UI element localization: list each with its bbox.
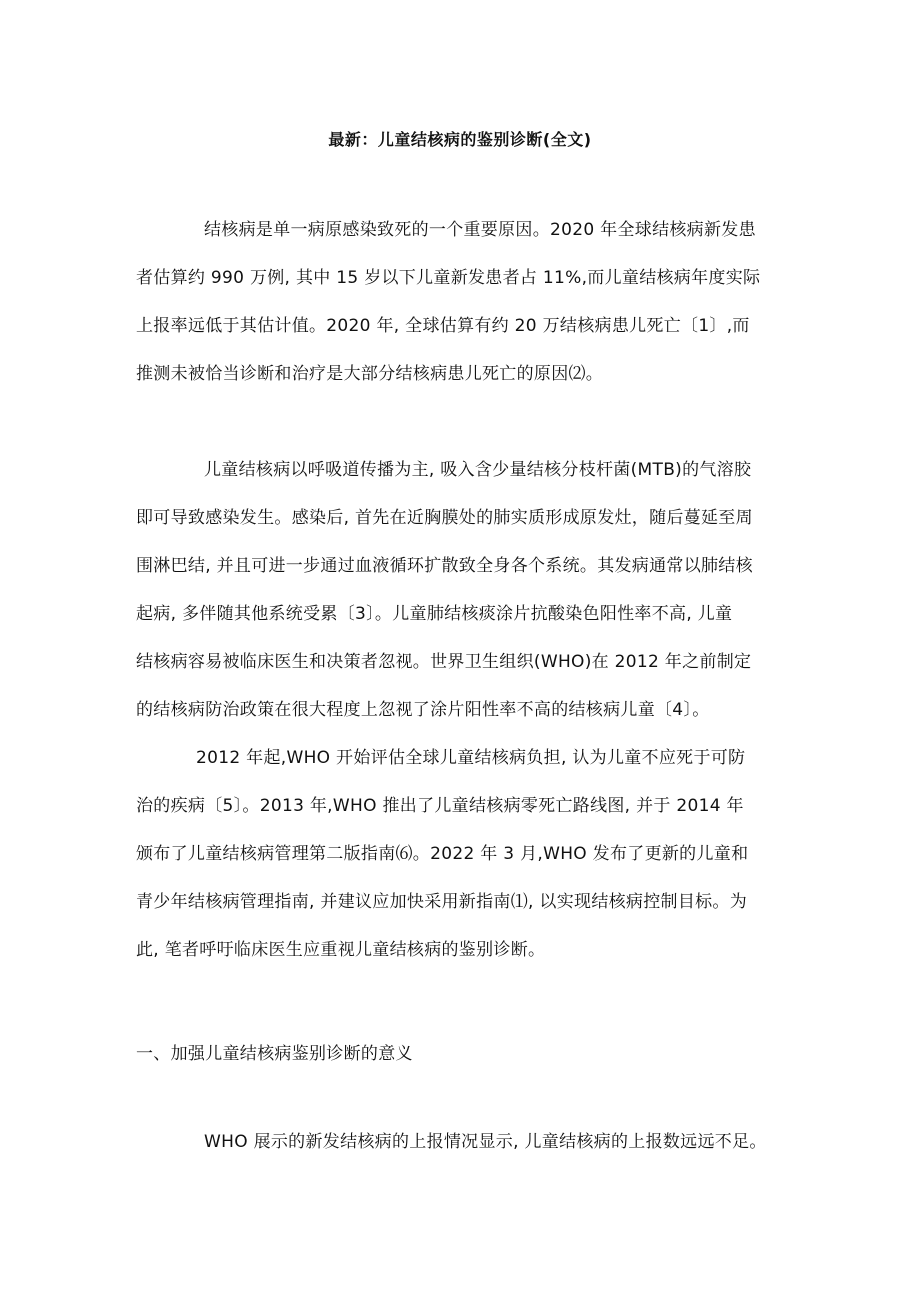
paragraph-4-line-1: WHO 展示的新发结核病的上报情况显示, 儿童结核病的上报数远远不足。 bbox=[204, 1132, 767, 1152]
paragraph-2-line-1: 儿童结核病以呼吸道传播为主, 吸入含少量结核分枝杆菌(MTB)的气溶胶 bbox=[204, 460, 752, 480]
paragraph-3-line-1: 2012 年起,WHO 开始评估全球儿童结核病负担, 认为儿童不应死于可防 bbox=[196, 748, 746, 768]
paragraph-2-line-6: 的结核病防治政策在很大程度上忽视了涂片阳性率不高的结核病儿童〔4〕。 bbox=[136, 700, 710, 720]
paragraph-2-line-4: 起病, 多伴随其他系统受累〔3〕。儿童肺结核痰涂片抗酸染色阳性率不高, 儿童 bbox=[136, 604, 733, 624]
paragraph-2-line-2: 即可导致感染发生。感染后, 首先在近胸膜处的肺实质形成原发灶，随后蔓延至周 bbox=[136, 508, 753, 528]
paragraph-2-line-5: 结核病容易被临床医生和决策者忽视。世界卫生组织(WHO)在 2012 年之前制定 bbox=[136, 652, 752, 672]
document-title: 最新：儿童结核病的鉴别诊断(全文) bbox=[328, 130, 592, 149]
paragraph-2-line-3: 围淋巴结, 并且可进一步通过血液循环扩散致全身各个系统。其发病通常以肺结核 bbox=[136, 556, 753, 576]
paragraph-1-line-2: 者估算约 990 万例, 其中 15 岁以下儿童新发患者占 11%,而儿童结核病年度实际 bbox=[136, 268, 761, 288]
paragraph-1-line-4: 推测未被恰当诊断和治疗是大部分结核病患儿死亡的原因⑵。 bbox=[136, 364, 604, 384]
paragraph-3-line-4: 青少年结核病管理指南, 并建议应加快采用新指南⑴, 以实现结核病控制目标。为 bbox=[136, 892, 748, 912]
section-1-heading: 一、加强儿童结核病鉴别诊断的意义 bbox=[136, 1044, 413, 1064]
paragraph-3-line-2: 治的疾病〔5〕。2013 年,WHO 推出了儿童结核病零死亡路线图, 并于 2014 年 bbox=[136, 796, 744, 816]
paragraph-1-line-3: 上报率远低于其估计值。2020 年, 全球估算有约 20 万结核病患儿死亡〔1〕,而 bbox=[136, 316, 750, 336]
paragraph-1-line-1: 结核病是单一病原感染致死的一个重要原因。2020 年全球结核病新发患 bbox=[204, 220, 756, 240]
paragraph-3-line-5: 此, 笔者呼吁临床医生应重视儿童结核病的鉴别诊断。 bbox=[136, 940, 546, 960]
paragraph-3-line-3: 颁布了儿童结核病管理第二版指南⑹。2022 年 3 月,WHO 发布了更新的儿童和 bbox=[136, 844, 749, 864]
